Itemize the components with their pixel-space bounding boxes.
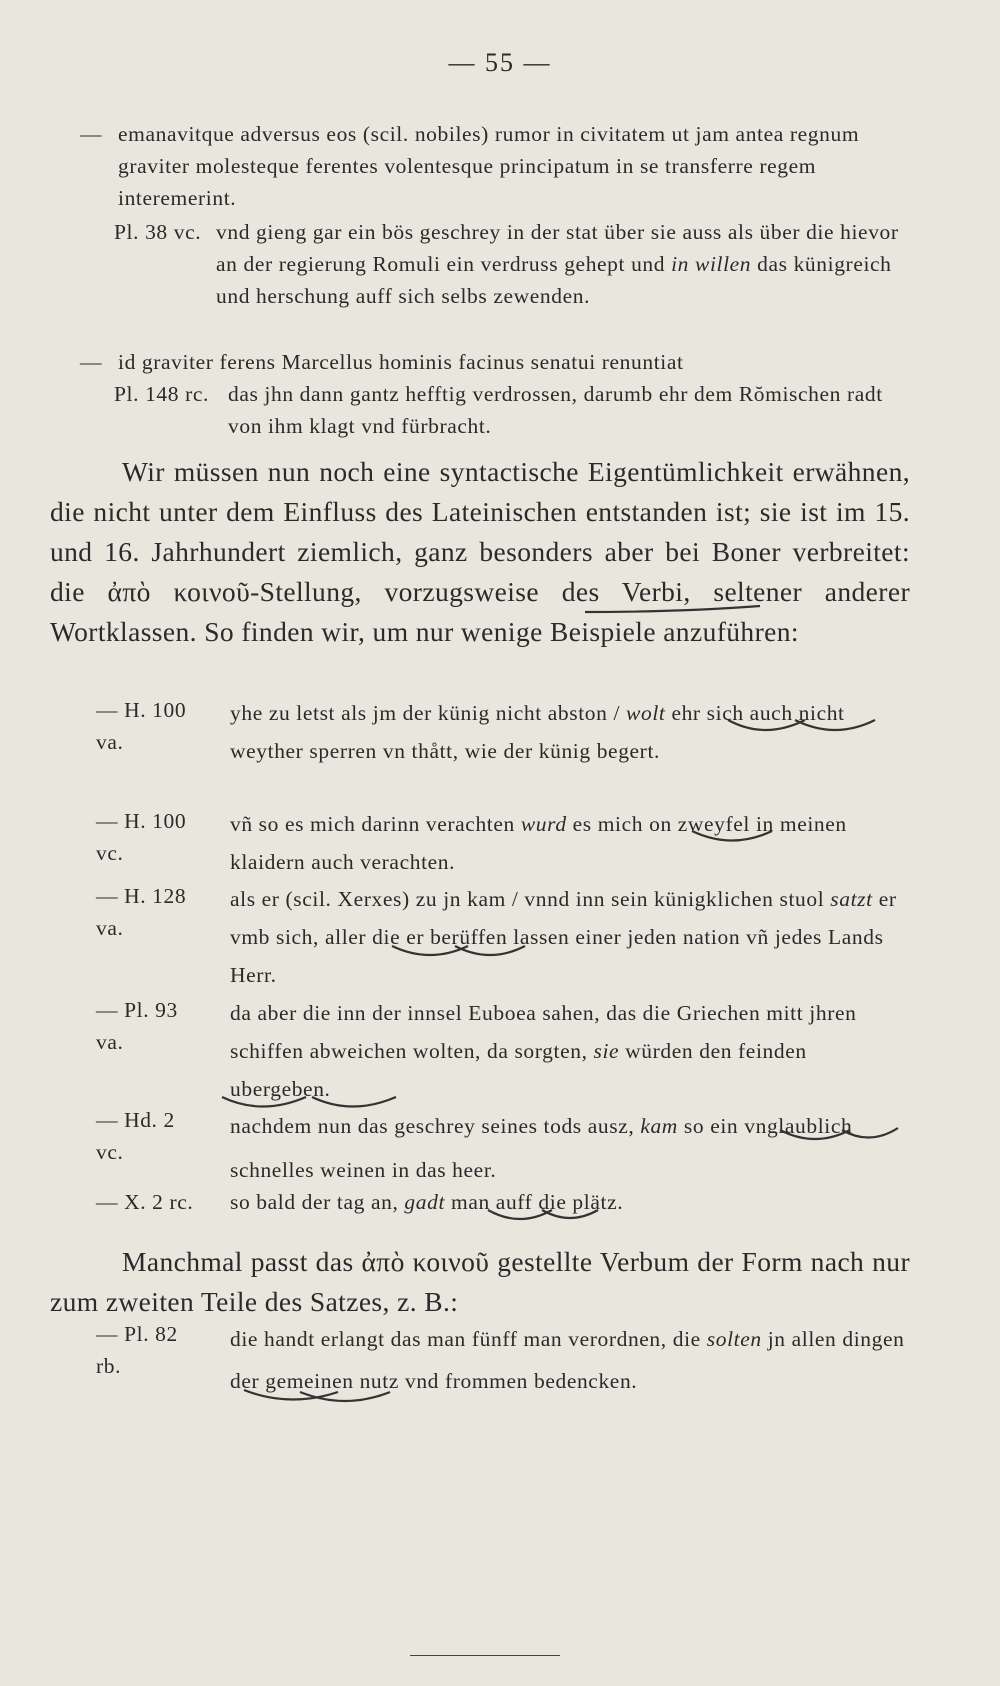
latin-quote-2 — [80, 346, 910, 378]
example-text-em: kam — [640, 1114, 678, 1138]
example-lead: — H. 128 va. — [96, 884, 187, 940]
example-text-em: wurd — [520, 812, 567, 836]
example-text — [230, 1104, 910, 1192]
example-4 — [80, 994, 910, 1108]
example-lead: — Pl. 82 rb. — [96, 1322, 178, 1378]
quote-text — [216, 216, 910, 312]
example-text-em: gadt — [404, 1190, 446, 1214]
quote-lead: Pl. 38 vc. — [114, 220, 202, 244]
example-text-post: man auff die plätz. — [445, 1190, 624, 1214]
german-quote-1 — [80, 216, 910, 312]
page-number: — 55 — — [448, 48, 552, 77]
example-text-post: er vmb sich, aller die er berüffen lassen einer jeden nation vñ jedes Lands Herr. — [230, 887, 897, 987]
paragraph-text: Wir müssen nun noch eine syntactische Eigentümlichkeit erwähnen, die nicht unter dem Einfluss des Lateinischen entstanden ist; sie ist im 15. und 16. Jahrhundert ziemlich, ganz besonders aber bei Boner verbreitet: die ἀπὸ κοινοῦ-Stellung, vorzugsweise des Verbi, seltener anderer Wortklassen. So finden wir, um nur wenige Beispiele anzuführen: — [50, 456, 910, 647]
example-text-post: es mich on zweyfel in meinen klaidern auch verachten. — [230, 812, 847, 874]
paragraph-text: Manchmal passt das ἀπὸ κοινοῦ gestellte Verbum der Form nach nur zum zweiten Teile des Satzes, z. B.: — [50, 1246, 910, 1317]
paragraph-1 — [50, 452, 910, 652]
example-5 — [80, 1104, 910, 1192]
example-3 — [80, 880, 910, 994]
example-lead: — X. 2 rc. — [96, 1190, 194, 1214]
example-text-pre: nachdem nun das geschrey seines tods ausz, — [230, 1114, 641, 1138]
german-quote-2 — [80, 378, 910, 442]
example-text — [230, 805, 910, 881]
example-text-pre: vñ so es mich darinn verachten — [230, 812, 521, 836]
example-6 — [80, 1186, 910, 1218]
example-text-pre: so bald der tag an, — [230, 1190, 405, 1214]
example-text-em: wolt — [626, 701, 666, 725]
example-text — [230, 994, 910, 1108]
example-text-post: ehr sich auch nicht weyther sperren vn thått, wie der künig begert. — [230, 701, 845, 763]
example-text-pre: yhe zu letst als jm der künig nicht abston / — [230, 701, 627, 725]
quote-text-em: in willen — [671, 252, 752, 276]
quote-lead: Pl. 148 rc. — [114, 382, 209, 406]
example-text — [230, 1318, 910, 1402]
example-text — [230, 1186, 910, 1218]
quote-lead: — — [80, 122, 103, 146]
example-lead: — H. 100 vc. — [96, 809, 187, 865]
quote-text-pre: vnd gieng gar ein bös geschrey in der stat über sie auss als über die hievor an der regierung Romuli ein verdruss gehept und — [216, 220, 899, 276]
example-lead: — Hd. 2 vc. — [96, 1108, 175, 1164]
example-text-em: solten — [706, 1327, 762, 1351]
example-text-post: würden den feinden ubergeben. — [230, 1039, 807, 1101]
example-text-pre: da aber die inn der innsel Euboea sahen, das die Griechen mitt jhren schiffen abweichen wolten, da sorgten, — [230, 1001, 857, 1063]
example-text-post: so ein vnglaublich schnelles weinen in das heer. — [230, 1114, 853, 1182]
quote-text: das jhn dann gantz hefftig verdrossen, darumb ehr dem Rŏmischen radt von ihm klagt vnd fürbracht. — [228, 382, 883, 438]
latin-quote-1 — [80, 118, 910, 214]
example-1 — [80, 694, 910, 770]
example-text-post: jn allen dingen der gemeinen nutz vnd frommen bedencken. — [230, 1327, 905, 1393]
quote-lead: — — [80, 350, 103, 374]
example-text-em: satzt — [830, 887, 873, 911]
example-lead: — H. 100 va. — [96, 698, 187, 754]
paragraph-2 — [50, 1242, 910, 1322]
example-7 — [80, 1318, 910, 1402]
example-text-em: sie — [593, 1039, 620, 1063]
example-text — [230, 694, 910, 770]
example-text-pre: die handt erlangt das man fünff man verordnen, die — [230, 1327, 707, 1351]
example-text-pre: als er (scil. Xerxes) zu jn kam / vnnd inn sein künigklichen stuol — [230, 887, 831, 911]
footer-rule — [410, 1655, 560, 1656]
example-text — [230, 880, 910, 994]
example-2 — [80, 805, 910, 881]
quote-text: id graviter ferens Marcellus hominis facinus senatui renuntiat — [118, 350, 684, 374]
quote-text: emanavitque adversus eos (scil. nobiles) rumor in civitatem ut jam antea regnum graviter molesteque ferentes volentesque principatum in se transferre regem interemerint. — [118, 122, 860, 210]
example-lead: — Pl. 93 va. — [96, 998, 178, 1054]
quote-text-post: das künigreich und herschung auff sich selbs zewenden. — [216, 252, 892, 308]
